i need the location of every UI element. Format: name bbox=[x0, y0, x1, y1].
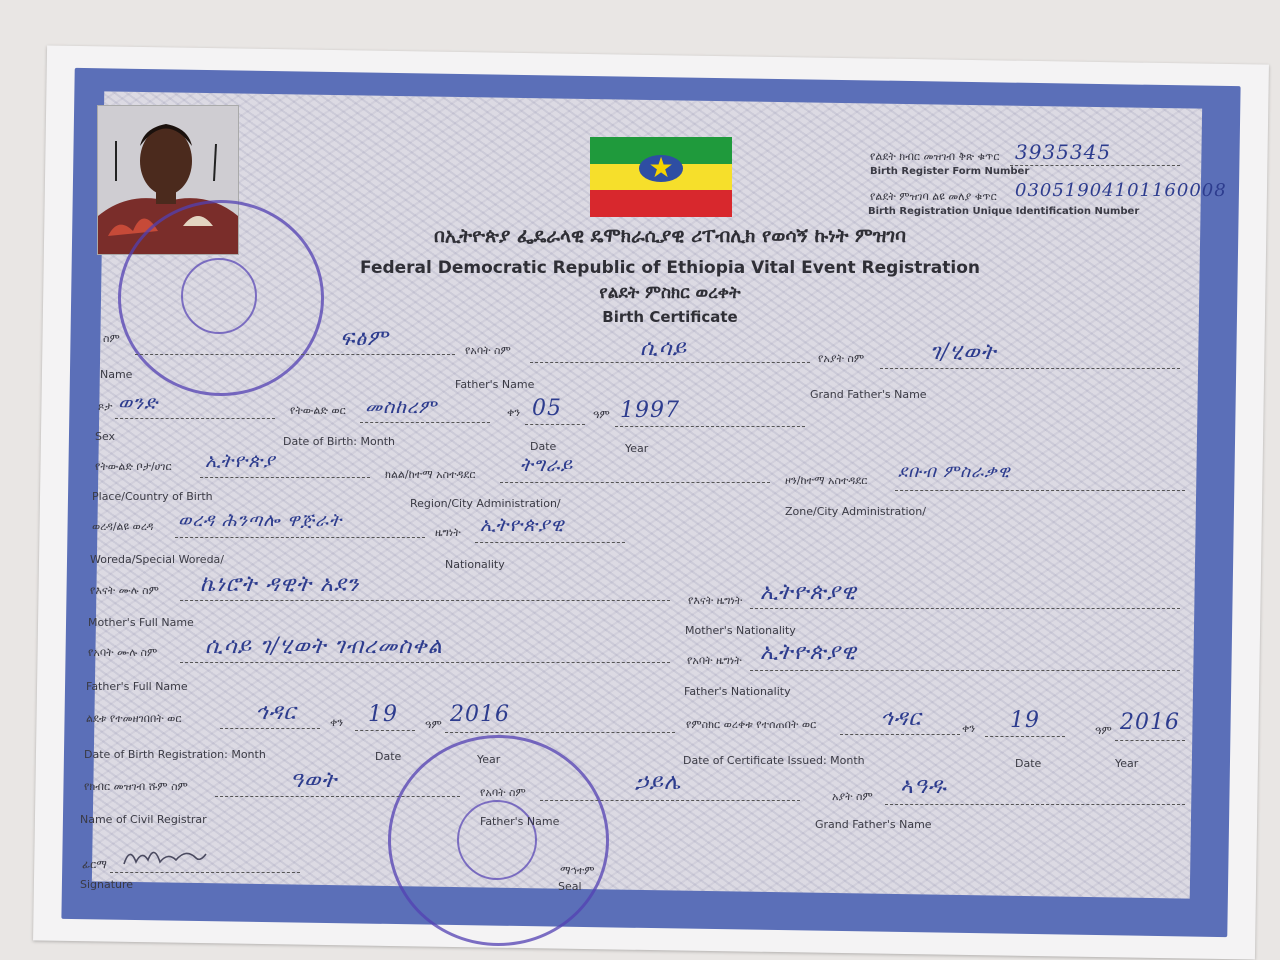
seal-label-en: Seal bbox=[558, 880, 582, 893]
father-full-name-value: ሲሳይ ገ/ሂወት ገብረመስቀል bbox=[205, 634, 443, 659]
star-emblem-icon: ★ bbox=[639, 155, 683, 182]
registrar-father-line bbox=[540, 800, 800, 801]
region-label-am: ክልል/ከተማ አስተዳደር bbox=[385, 468, 476, 481]
father-full-name-label-am: የአባት ሙሉ ስም bbox=[88, 646, 158, 659]
flag-red-stripe bbox=[590, 190, 732, 217]
grand-father-name-line bbox=[880, 368, 1180, 369]
issue-year-value: 2016 bbox=[1120, 710, 1180, 735]
unique-id-value: 03051904101160008 bbox=[1015, 180, 1227, 201]
woreda-label-am: ወረዳ/ልዩ ወረዳ bbox=[92, 520, 154, 533]
father-full-name-label-en: Father's Full Name bbox=[86, 680, 188, 693]
reg-year-value: 2016 bbox=[450, 702, 510, 727]
issue-year-line bbox=[1115, 740, 1185, 741]
reg-month-label-am: ልደቱ የተመዘገበበት ወር bbox=[86, 712, 182, 725]
sex-value: ወንድ bbox=[118, 392, 159, 414]
father-nationality-value: ኢትዮጵያዊ bbox=[760, 640, 857, 665]
grand-father-name-value: ገ/ሂወት bbox=[930, 340, 997, 365]
nationality-value: ኢትዮጵያዊ bbox=[480, 514, 565, 536]
father-name-label-en: Father's Name bbox=[455, 378, 535, 391]
father-name-label-am: የአባት ስም bbox=[465, 344, 511, 357]
reg-month-line bbox=[220, 728, 320, 729]
woreda-label-en: Woreda/Special Woreda/ bbox=[90, 553, 225, 566]
ethiopia-flag bbox=[590, 137, 732, 217]
place-label-am: የትውልድ ቦታ/ሀገር bbox=[95, 460, 172, 473]
mother-name-label-en: Mother's Full Name bbox=[88, 616, 194, 629]
unique-id-label-en: Birth Registration Unique Identification Number bbox=[868, 206, 1140, 217]
issue-date-value: 19 bbox=[1010, 708, 1040, 733]
signature-mark-icon bbox=[120, 842, 210, 870]
region-label-en: Region/City Administration/ bbox=[410, 497, 561, 510]
reg-year-line bbox=[445, 732, 675, 733]
registrar-father-value: ኃይሌ bbox=[635, 770, 682, 795]
mother-nationality-value: ኢትዮጵያዊ bbox=[760, 580, 857, 605]
registrar-grand-line bbox=[885, 804, 1185, 805]
dob-month-label-en: Date of Birth: Month bbox=[283, 435, 395, 448]
form-number-line bbox=[1010, 165, 1180, 166]
place-label-en: Place/Country of Birth bbox=[92, 490, 213, 503]
issue-month-label-en: Date of Certificate Issued: Month bbox=[683, 754, 865, 767]
reg-date-value: 19 bbox=[368, 702, 398, 727]
issue-month-value: ኅዳር bbox=[880, 706, 922, 731]
father-nationality-label-am: የአባት ዜግነት bbox=[687, 654, 742, 667]
woreda-line bbox=[175, 537, 425, 538]
reg-year-label-en: Year bbox=[477, 753, 501, 766]
dob-month-value: መስከረም bbox=[365, 396, 438, 418]
father-nationality-line bbox=[750, 670, 1180, 671]
nationality-label-am: ዜግነት bbox=[435, 526, 461, 539]
mother-name-value: ኬነሮት ዳዊት አደን bbox=[200, 572, 360, 597]
issue-date-label-am: ቀን bbox=[962, 722, 976, 735]
title-amharic: በኢትዮጵያ ፌዴራላዊ ዴሞክራሲያዊ ሪፐብሊክ የወሳኝ ኩነት ምዝገባ bbox=[433, 225, 907, 247]
dob-date-line bbox=[525, 424, 585, 425]
nationality-line bbox=[475, 542, 625, 543]
name-label-am: ስም bbox=[103, 332, 120, 345]
official-stamp bbox=[118, 200, 324, 396]
dob-year-label-en: Year bbox=[625, 442, 649, 455]
registrar-grand-label-en: Grand Father's Name bbox=[815, 818, 932, 831]
dob-date-value: 05 bbox=[532, 396, 562, 421]
father-name-line bbox=[530, 362, 810, 363]
mother-nationality-line bbox=[750, 608, 1180, 609]
dob-year-value: 1997 bbox=[620, 398, 680, 423]
seal-emblem-icon bbox=[457, 800, 537, 880]
sex-label-am: ጾታ bbox=[98, 400, 113, 413]
registrar-name-label-am: የክብር መዝገብ ሹም ስም bbox=[84, 780, 188, 793]
grand-father-name-label-am: የአያት ስም bbox=[818, 352, 865, 365]
mother-nationality-label-en: Mother's Nationality bbox=[685, 624, 796, 637]
title-english: Federal Democratic Republic of Ethiopia Vital Event Registration bbox=[360, 258, 980, 278]
name-label-en: Name bbox=[100, 368, 133, 381]
registrar-father-label-en: Father's Name bbox=[480, 815, 560, 828]
mother-name-line bbox=[180, 600, 670, 601]
stamp-emblem-icon bbox=[181, 258, 257, 334]
registrar-grand-label-am: አያት ስም bbox=[832, 790, 873, 803]
registrar-name-line bbox=[215, 796, 460, 797]
region-line bbox=[500, 482, 770, 483]
reg-month-label-en: Date of Birth Registration: Month bbox=[84, 748, 266, 761]
form-number-label: የልደት ክብር መዝገብ ቅጽ ቁጥር bbox=[870, 150, 1000, 163]
father-name-value: ሲሳይ bbox=[640, 336, 688, 361]
seal-label-am: ማኅተም bbox=[560, 864, 595, 877]
dob-month-label-am: የትውልድ ወር bbox=[290, 404, 346, 417]
form-number-label-en: Birth Register Form Number bbox=[870, 166, 1030, 177]
issue-month-label-am: የምስክር ወረቀቱ የተሰጠበት ወር bbox=[686, 718, 817, 731]
dob-date-label-en: Date bbox=[530, 440, 557, 453]
reg-date-line bbox=[355, 730, 415, 731]
form-number-value: 3935345 bbox=[1015, 140, 1112, 164]
registrar-name-label-en: Name of Civil Registrar bbox=[80, 813, 207, 826]
dob-year-line bbox=[615, 426, 805, 427]
reg-month-value: ኅዳር bbox=[255, 700, 297, 725]
dob-year-label-am: ዓም bbox=[593, 408, 610, 421]
unique-id-label: የልደት ምዝገባ ልዩ መለያ ቁጥር bbox=[870, 190, 997, 203]
subtitle-amharic: የልደት ምስክር ወረቀት bbox=[599, 283, 741, 303]
registrar-father-label-am: የአባት ስም bbox=[480, 786, 526, 799]
signature-label-en: Signature bbox=[80, 878, 134, 891]
mother-name-label-am: የእናት ሙሉ ስም bbox=[90, 584, 159, 597]
dob-date-label-am: ቀን bbox=[507, 406, 521, 419]
issue-date-line bbox=[985, 736, 1065, 737]
grand-father-name-label-en: Grand Father's Name bbox=[810, 388, 927, 401]
father-nationality-label-en: Father's Nationality bbox=[684, 685, 791, 698]
sex-line bbox=[115, 418, 275, 419]
official-seal-stamp bbox=[388, 735, 609, 946]
woreda-value: ወረዳ ሕንጣሎ ዋጅራት bbox=[178, 510, 343, 531]
name-value: ፍፅም bbox=[340, 326, 389, 351]
registrar-name-value: ዓወት bbox=[290, 768, 338, 793]
nationality-label-en: Nationality bbox=[445, 558, 505, 571]
father-full-name-line bbox=[180, 662, 670, 663]
reg-date-label-en: Date bbox=[375, 750, 402, 763]
signature-line bbox=[110, 872, 300, 873]
registrar-grand-value: ኣዓዱ bbox=[900, 774, 947, 799]
place-value: ኢትዮጵያ bbox=[205, 450, 276, 472]
issue-year-label-en: Year bbox=[1115, 757, 1139, 770]
region-value: ትግራይ bbox=[520, 454, 574, 476]
zone-line bbox=[895, 490, 1185, 491]
mother-nationality-label-am: የእናት ዜግነት bbox=[688, 594, 743, 607]
reg-date-label-am: ቀን bbox=[330, 716, 344, 729]
reg-year-label-am: ዓም bbox=[425, 718, 442, 731]
sex-label-en: Sex bbox=[95, 430, 116, 443]
issue-year-label-am: ዓም bbox=[1095, 724, 1112, 737]
zone-label-am: ዞን/ከተማ አስተዳደር bbox=[785, 474, 868, 487]
dob-month-line bbox=[360, 422, 490, 423]
issue-month-line bbox=[840, 734, 960, 735]
place-line bbox=[200, 477, 370, 478]
subtitle-english: Birth Certificate bbox=[602, 308, 738, 326]
issue-date-label-en: Date bbox=[1015, 757, 1042, 770]
zone-label-en: Zone/City Administration/ bbox=[785, 505, 926, 518]
signature-label-am: ፊርማ bbox=[82, 858, 107, 871]
zone-value: ደቡብ ምስራቃዊ bbox=[898, 462, 1011, 482]
name-line bbox=[135, 354, 455, 355]
